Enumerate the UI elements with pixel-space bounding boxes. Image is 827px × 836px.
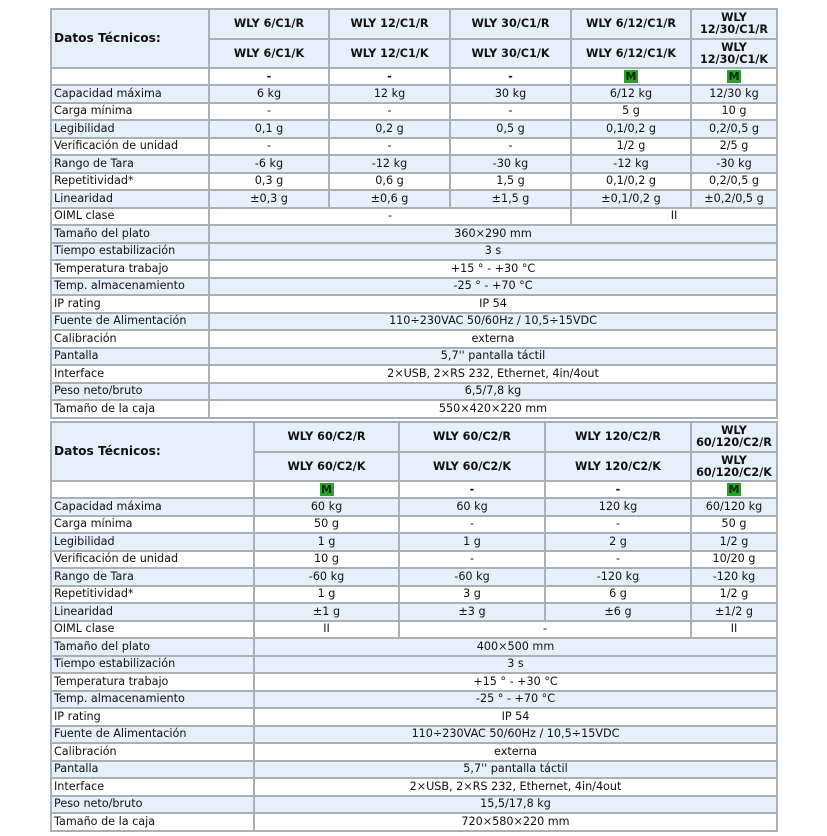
value-cell: 3 s xyxy=(254,656,777,674)
value-cell: - xyxy=(329,138,450,156)
value-cell: 0,2 g xyxy=(329,120,450,138)
value-cell: - xyxy=(545,516,691,534)
value-cell: -120 kg xyxy=(545,568,691,586)
value-cell: 110÷230VAC 50/60Hz / 10,5÷15VDC xyxy=(254,726,777,744)
value-cell: IP 54 xyxy=(254,708,777,726)
value-cell: 50 g xyxy=(254,516,399,534)
value-cell: 6 kg xyxy=(209,85,329,103)
value-cell: 10 g xyxy=(691,103,777,121)
value-cell: 5,7'' pantalla táctil xyxy=(254,761,777,779)
model-name: WLY 60/C2/K xyxy=(254,452,399,481)
row-label-repetitividad: Repetitividad* xyxy=(51,586,254,604)
value-cell: 0,2/0,5 g xyxy=(691,120,777,138)
legal-cell xyxy=(571,68,691,85)
value-cell: 2×USB, 2×RS 232, Ethernet, 4in/4out xyxy=(209,365,777,383)
row-label-pantalla: Pantalla xyxy=(51,348,209,366)
value-cell: 720×580×220 mm xyxy=(254,813,777,831)
row-label-plato: Tamaño del plato xyxy=(51,225,209,243)
model-name: WLY 60/120/C2/K xyxy=(691,452,777,481)
not-legalized-mark: - xyxy=(508,69,513,83)
value-cell: 6/12 kg xyxy=(571,85,691,103)
value-cell: 60/120 kg xyxy=(691,498,777,516)
value-cell: 3 s xyxy=(209,243,777,261)
value-cell: 0,2/0,5 g xyxy=(691,173,777,191)
value-cell: -30 kg xyxy=(450,155,571,173)
legal-cell xyxy=(450,68,571,85)
value-cell: 1/2 g xyxy=(571,138,691,156)
model-name: WLY 60/C2/R xyxy=(254,422,399,452)
value-cell: 550×420×220 mm xyxy=(209,400,777,418)
row-label-peso: Peso neto/bruto xyxy=(51,383,209,401)
legal-cell xyxy=(254,481,399,498)
value-cell: ±3 g xyxy=(399,603,545,621)
table-header-label: Datos Técnicos: xyxy=(51,9,209,68)
row-label-temp: Temperatura trabajo xyxy=(51,673,254,691)
model-name: WLY 6/12/C1/R xyxy=(571,9,691,39)
value-cell: 50 g xyxy=(691,516,777,534)
value-cell: 60 kg xyxy=(399,498,545,516)
value-cell: externa xyxy=(209,330,777,348)
value-cell: 1 g xyxy=(254,533,399,551)
value-cell: ±0,2/0,5 g xyxy=(691,190,777,208)
model-name: WLY 12/30/C1/K xyxy=(691,39,777,68)
model-name: WLY 6/12/C1/K xyxy=(571,39,691,68)
m-metrology-icon: M xyxy=(728,70,740,83)
value-cell: 0,1/0,2 g xyxy=(571,120,691,138)
value-cell: - xyxy=(399,551,545,569)
value-cell: 0,6 g xyxy=(329,173,450,191)
value-cell: 12/30 kg xyxy=(691,85,777,103)
legal-cell xyxy=(545,481,691,498)
row-label-verificacion: Verificación de unidad xyxy=(51,138,209,156)
not-legalized-mark: - xyxy=(469,482,475,496)
value-cell: 1,5 g xyxy=(450,173,571,191)
value-cell: 30 kg xyxy=(450,85,571,103)
row-label-oiml: OIML clase xyxy=(51,208,209,226)
m-metrology-icon: M xyxy=(625,70,637,83)
value-cell: 60 kg xyxy=(254,498,399,516)
row-label-interface: Interface xyxy=(51,778,254,796)
table-header-label: Datos Técnicos: xyxy=(51,422,254,481)
row-label-repetitividad: Repetitividad* xyxy=(51,173,209,191)
value-cell: -60 kg xyxy=(399,568,545,586)
row-label-verificacion: Verificación de unidad xyxy=(51,551,254,569)
value-cell: 360×290 mm xyxy=(209,225,777,243)
value-cell: +15 ° - +30 °C xyxy=(254,673,777,691)
row-label-tara: Rango de Tara xyxy=(51,568,254,586)
row-label-linearidad: Linearidad xyxy=(51,190,209,208)
value-cell: 5,7'' pantalla táctil xyxy=(209,348,777,366)
model-name: WLY 120/C2/K xyxy=(545,452,691,481)
row-label-plato: Tamaño del plato xyxy=(51,638,254,656)
model-name: WLY 30/C1/K xyxy=(450,39,571,68)
value-cell: 15,5/17,8 kg xyxy=(254,796,777,814)
row-label-fuente: Fuente de Alimentación xyxy=(51,726,254,744)
value-cell: 2 g xyxy=(545,533,691,551)
value-cell: 1 g xyxy=(254,586,399,604)
value-cell: II xyxy=(254,621,399,639)
model-name: WLY 6/C1/K xyxy=(209,39,329,68)
value-cell: 6 g xyxy=(545,586,691,604)
model-name: WLY 60/120/C2/R xyxy=(691,422,777,452)
value-cell: 1/2 g xyxy=(691,586,777,604)
value-cell: ±0,3 g xyxy=(209,190,329,208)
row-label-carga: Carga mínima xyxy=(51,103,209,121)
value-cell: ±1 g xyxy=(254,603,399,621)
value-cell: ±1/2 g xyxy=(691,603,777,621)
row-label-caja: Tamaño de la caja xyxy=(51,813,254,831)
model-name: WLY 12/C1/R xyxy=(329,9,450,39)
legal-label-empty xyxy=(51,481,254,498)
value-cell: 1/2 g xyxy=(691,533,777,551)
value-cell: 110÷230VAC 50/60Hz / 10,5÷15VDC xyxy=(209,313,777,331)
m-metrology-icon: M xyxy=(321,483,332,496)
row-label-alm: Temp. almacenamiento xyxy=(51,278,209,296)
row-label-calib: Calibración xyxy=(51,743,254,761)
not-legalized-mark: - xyxy=(615,482,621,496)
legal-cell xyxy=(691,481,777,498)
row-label-calib: Calibración xyxy=(51,330,209,348)
model-name: WLY 60/C2/K xyxy=(399,452,545,481)
legal-cell xyxy=(399,481,545,498)
model-name: WLY 12/C1/K xyxy=(329,39,450,68)
row-label-capacidad: Capacidad máxima xyxy=(51,498,254,516)
row-label-tara: Rango de Tara xyxy=(51,155,209,173)
row-label-caja: Tamaño de la caja xyxy=(51,400,209,418)
value-cell: - xyxy=(450,138,571,156)
value-cell: 10/20 g xyxy=(691,551,777,569)
row-label-legibilidad: Legibilidad xyxy=(51,120,209,138)
value-cell: - xyxy=(209,138,329,156)
value-cell: 0,1/0,2 g xyxy=(571,173,691,191)
value-cell: ±0,1/0,2 g xyxy=(571,190,691,208)
value-cell: -60 kg xyxy=(254,568,399,586)
row-label-fuente: Fuente de Alimentación xyxy=(51,313,209,331)
value-cell: -6 kg xyxy=(209,155,329,173)
value-cell: 120 kg xyxy=(545,498,691,516)
model-name: WLY 6/C1/R xyxy=(209,9,329,39)
row-label-pantalla: Pantalla xyxy=(51,761,254,779)
value-cell: 5 g xyxy=(571,103,691,121)
value-cell: ±6 g xyxy=(545,603,691,621)
row-label-interface: Interface xyxy=(51,365,209,383)
value-cell: - xyxy=(450,103,571,121)
value-cell: -25 ° - +70 °C xyxy=(209,278,777,296)
row-label-oiml: OIML clase xyxy=(51,621,254,639)
row-label-estab: Tiempo estabilización xyxy=(51,656,254,674)
spec-table-c2 xyxy=(50,421,778,832)
value-cell: 400×500 mm xyxy=(254,638,777,656)
value-cell: - xyxy=(209,103,329,121)
row-label-temp: Temperatura trabajo xyxy=(51,260,209,278)
value-cell: 0,3 g xyxy=(209,173,329,191)
model-name: WLY 60/C2/R xyxy=(399,422,545,452)
value-cell: -30 kg xyxy=(691,155,777,173)
value-cell: - xyxy=(329,103,450,121)
value-cell: 6,5/7,8 kg xyxy=(209,383,777,401)
row-label-capacidad: Capacidad máxima xyxy=(51,85,209,103)
legal-cell xyxy=(691,68,777,85)
row-label-estab: Tiempo estabilización xyxy=(51,243,209,261)
value-cell: - xyxy=(545,551,691,569)
value-cell: 12 kg xyxy=(329,85,450,103)
model-name: WLY 120/C2/R xyxy=(545,422,691,452)
value-cell: - xyxy=(399,621,691,639)
value-cell: externa xyxy=(254,743,777,761)
row-label-ip: IP rating xyxy=(51,708,254,726)
row-label-legibilidad: Legibilidad xyxy=(51,533,254,551)
value-cell: +15 ° - +30 °C xyxy=(209,260,777,278)
legal-cell xyxy=(209,68,329,85)
row-label-ip: IP rating xyxy=(51,295,209,313)
row-label-linearidad: Linearidad xyxy=(51,603,254,621)
value-cell: ±1,5 g xyxy=(450,190,571,208)
legal-cell xyxy=(329,68,450,85)
value-cell: 10 g xyxy=(254,551,399,569)
not-legalized-mark: - xyxy=(266,69,272,83)
value-cell: 0,5 g xyxy=(450,120,571,138)
value-cell: 2×USB, 2×RS 232, Ethernet, 4in/4out xyxy=(254,778,777,796)
value-cell: -12 kg xyxy=(329,155,450,173)
value-cell: - xyxy=(209,208,571,226)
row-label-peso: Peso neto/bruto xyxy=(51,796,254,814)
value-cell: II xyxy=(571,208,777,226)
row-label-alm: Temp. almacenamiento xyxy=(51,691,254,709)
value-cell: IP 54 xyxy=(209,295,777,313)
model-name: WLY 12/30/C1/R xyxy=(691,9,777,39)
value-cell: 3 g xyxy=(399,586,545,604)
spec-table-c1 xyxy=(50,8,778,419)
value-cell: ±0,6 g xyxy=(329,190,450,208)
m-metrology-icon: M xyxy=(728,483,740,496)
value-cell: - xyxy=(399,516,545,534)
value-cell: -25 ° - +70 °C xyxy=(254,691,777,709)
value-cell: 2/5 g xyxy=(691,138,777,156)
model-name: WLY 30/C1/R xyxy=(450,9,571,39)
not-legalized-mark: - xyxy=(387,69,392,83)
value-cell: -12 kg xyxy=(571,155,691,173)
value-cell: 0,1 g xyxy=(209,120,329,138)
value-cell: -120 kg xyxy=(691,568,777,586)
value-cell: II xyxy=(691,621,777,639)
row-label-carga: Carga mínima xyxy=(51,516,254,534)
value-cell: 1 g xyxy=(399,533,545,551)
legal-label-empty xyxy=(51,68,209,85)
